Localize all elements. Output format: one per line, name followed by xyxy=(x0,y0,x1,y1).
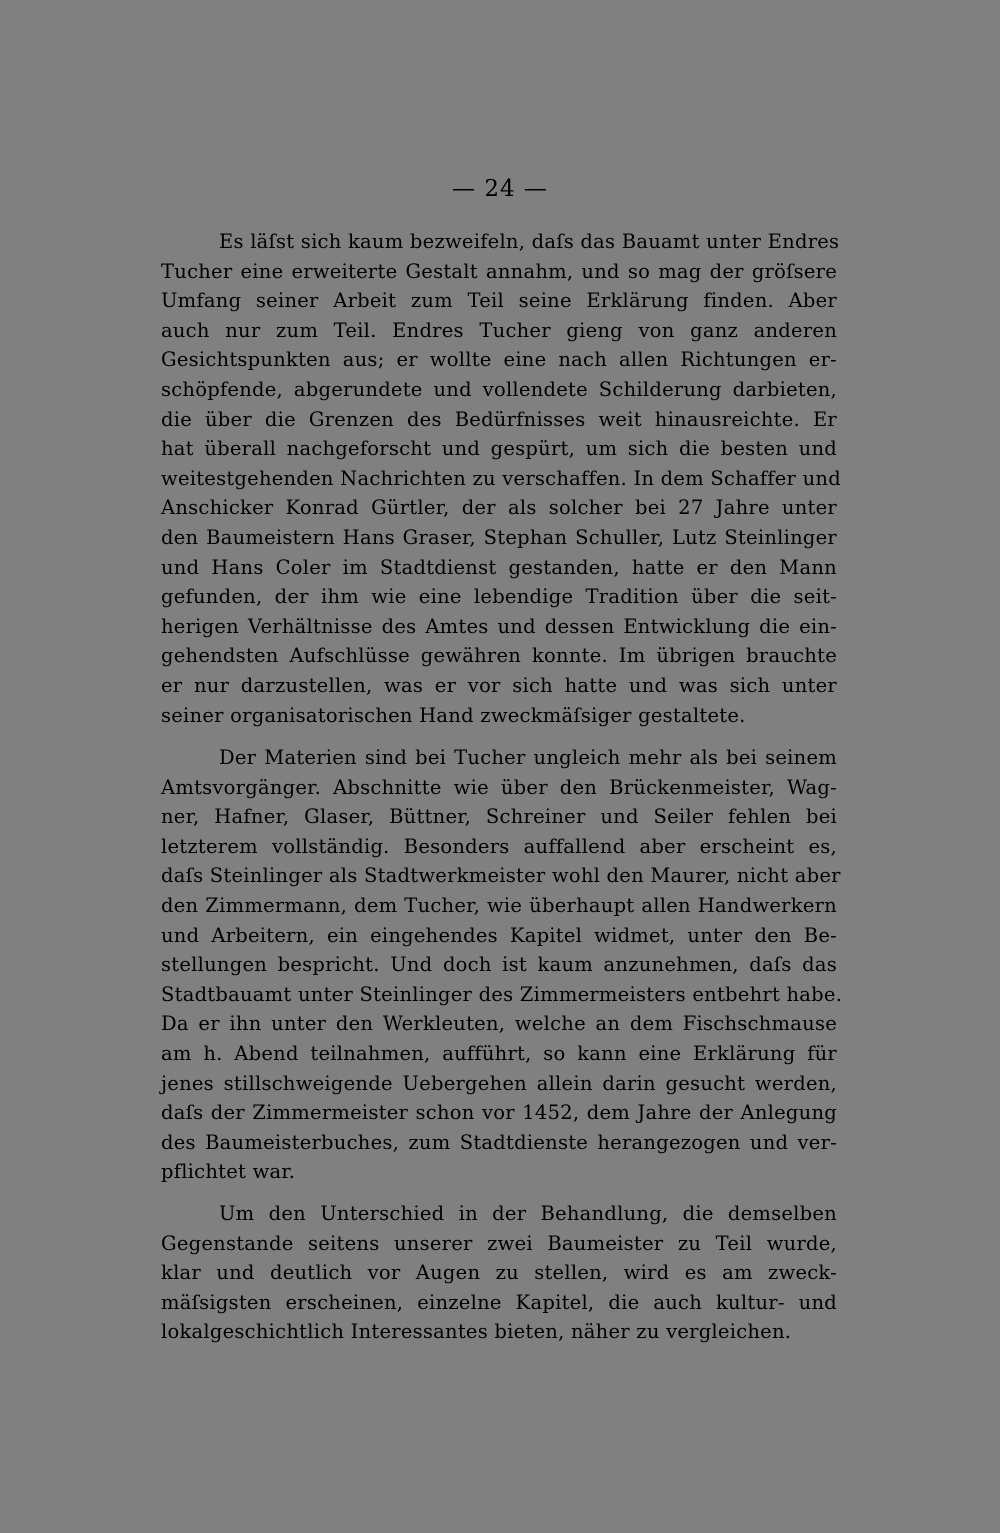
text-line: die über die Grenzen des Bedürfnisses weit hinausreichte. Er xyxy=(161,407,837,431)
paragraph-1 xyxy=(161,227,841,730)
text-line: Umfang seiner Arbeit zum Teil seine Erklärung finden. Aber xyxy=(161,289,837,313)
text-line: gefunden, der ihm wie eine lebendige Tradition über die seit- xyxy=(161,585,837,609)
text-line: daſs Steinlinger als Stadtwerkmeister wohl den Maurer, nicht aber xyxy=(161,864,841,888)
text-line: weitestgehenden Nachrichten zu verschaffen. In dem Schaffer und xyxy=(161,466,841,490)
text-line: den Zimmermann, dem Tucher, wie überhaupt allen Handwerkern xyxy=(161,893,837,917)
text-line: mäſsigsten erscheinen, einzelne Kapitel, die auch kultur- und xyxy=(161,1290,837,1314)
text-line: Gegenstande seitens unserer zwei Baumeister zu Teil wurde, xyxy=(161,1231,837,1255)
text-line: Gesichtspunkten aus; er wollte eine nach allen Richtungen er- xyxy=(161,348,837,372)
text-line: schöpfende, abgerundete und vollendete Schilderung darbieten, xyxy=(161,377,837,401)
text-line: und Hans Coler im Stadtdienst gestanden, hatte er den Mann xyxy=(161,555,837,579)
text-line: herigen Verhältnisse des Amtes und dessen Entwicklung die ein- xyxy=(161,614,837,638)
text-line: er nur darzustellen, was er vor sich hatte und was sich unter xyxy=(161,673,837,697)
text-line: Um den Unterschied in der Behandlung, die demselben xyxy=(219,1202,837,1225)
text-line: lokalgeschichtlich Interessantes bieten, näher zu vergleichen. xyxy=(161,1320,792,1344)
text-line: seiner organisatorischen Hand zweckmäſsiger gestaltete. xyxy=(161,703,746,727)
text-line: jenes stillschweigende Uebergehen allein darin gesucht werden, xyxy=(161,1071,837,1095)
text-line: Tucher eine erweiterte Gestalt annahm, und so mag der gröſsere xyxy=(161,259,837,283)
text-line: stellungen bespricht. Und doch ist kaum anzunehmen, daſs das xyxy=(161,953,837,977)
text-line: und Arbeitern, ein eingehendes Kapitel widmet, unter den Be- xyxy=(161,923,837,947)
text-line: letzterem vollständig. Besonders auffallend aber erscheint es, xyxy=(161,834,837,858)
paragraph-2 xyxy=(161,743,843,1187)
text-line: Da er ihn unter den Werkleuten, welche an dem Fischschmause xyxy=(161,1012,837,1036)
text-line: gehendsten Aufschlüsse gewähren konnte. Im übrigen brauchte xyxy=(161,644,837,668)
text-line: auch nur zum Teil. Endres Tucher gieng von ganz anderen xyxy=(161,318,837,342)
text-line: hat überall nachgeforscht und gespürt, um sich die besten und xyxy=(161,437,837,461)
text-line: den Baumeistern Hans Graser, Stephan Schuller, Lutz Steinlinger xyxy=(161,525,837,549)
text-line: Amtsvorgänger. Abschnitte wie über den Brückenmeister, Wag- xyxy=(161,775,837,799)
text-line: des Baumeisterbuches, zum Stadtdienste herangezogen und ver- xyxy=(161,1130,837,1154)
page-number: — 24 — xyxy=(452,176,548,202)
text-line: pflichtet war. xyxy=(161,1160,296,1184)
text-line: klar und deutlich vor Augen zu stellen, wird es am zweck- xyxy=(161,1261,837,1285)
text-line: daſs der Zimmermeister schon vor 1452, dem Jahre der Anlegung xyxy=(161,1101,837,1125)
text-line: am h. Abend teilnahmen, aufführt, so kann eine Erklärung für xyxy=(161,1041,837,1065)
paragraph-3 xyxy=(161,1199,837,1347)
text-line: Stadtbauamt unter Steinlinger des Zimmermeisters entbehrt habe. xyxy=(161,982,843,1006)
text-line: Der Materien sind bei Tucher ungleich mehr als bei seinem xyxy=(219,746,837,769)
text-line: Es läſst sich kaum bezweifeln, daſs das Bauamt unter Endres xyxy=(219,230,840,253)
text-line: ner, Hafner, Glaser, Büttner, Schreiner und Seiler fehlen bei xyxy=(161,805,837,829)
text-line: Anschicker Konrad Gürtler, der als solcher bei 27 Jahre unter xyxy=(161,496,837,520)
